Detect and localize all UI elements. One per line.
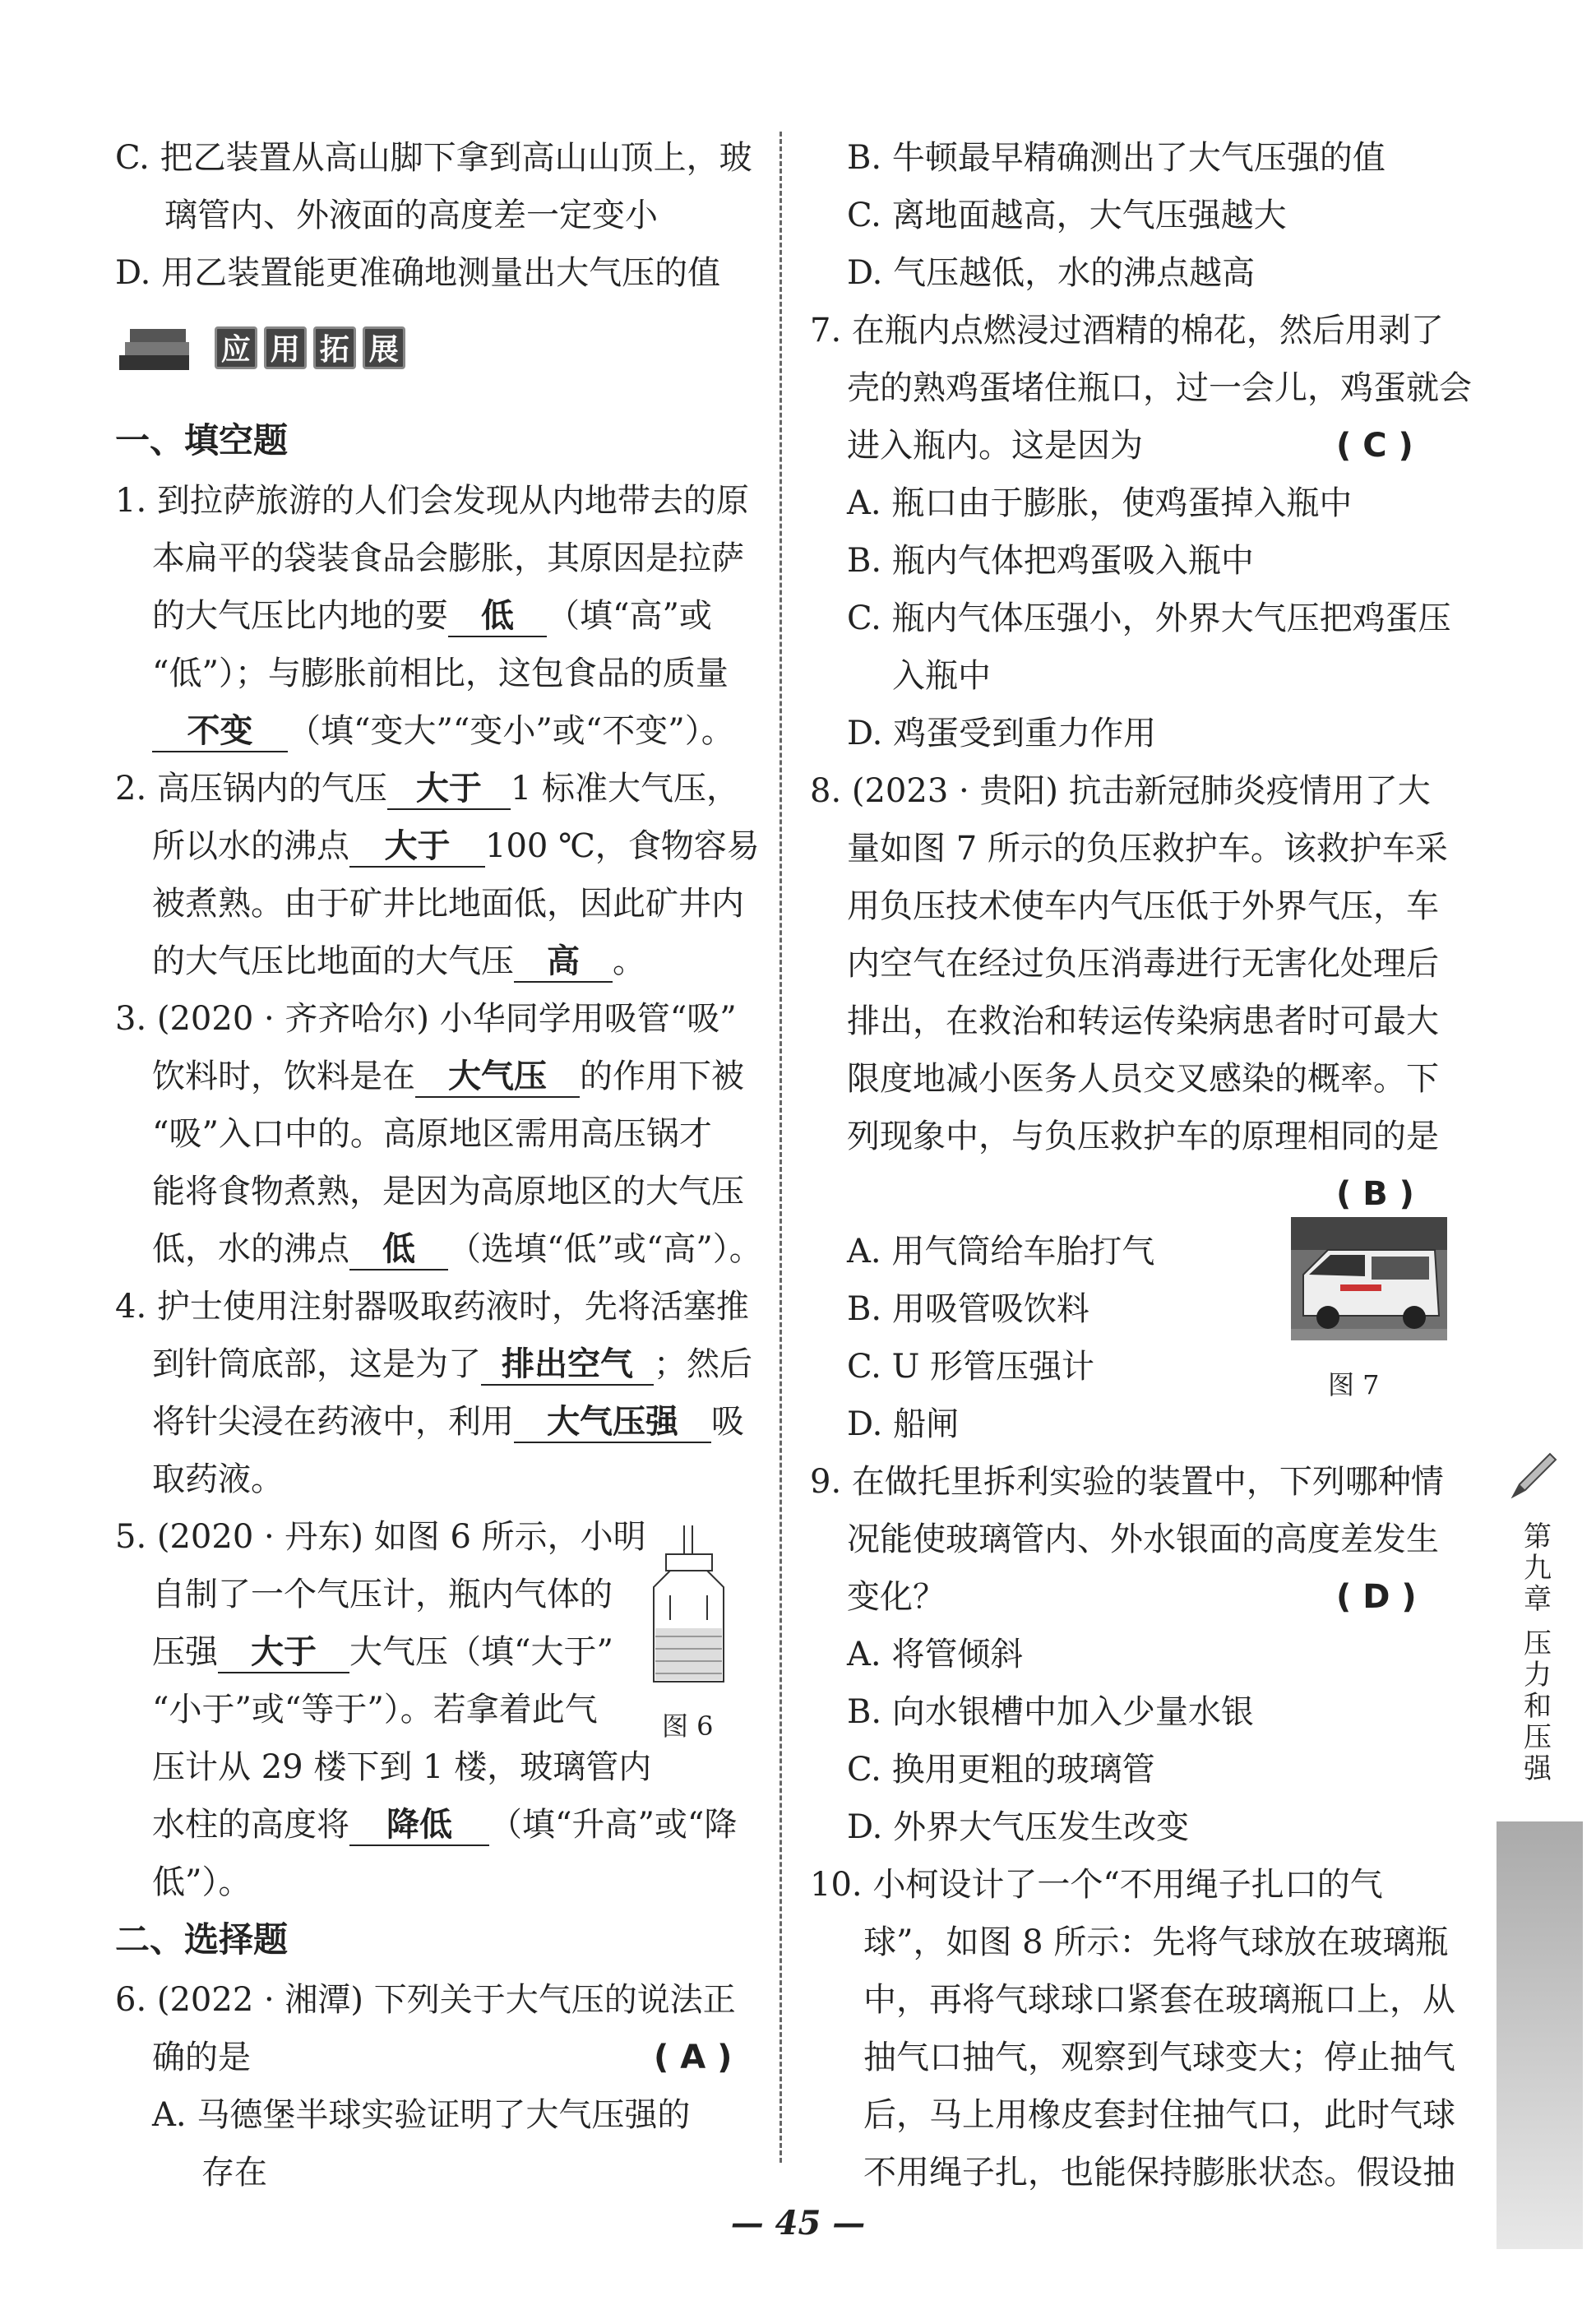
q3-line1: 3. (2020 · 齐齐哈尔) 小华同学用吸管“吸”: [115, 1000, 737, 1038]
barometer-figure: [641, 1525, 740, 1690]
heading-fill-in: 一、填空题: [115, 420, 289, 461]
tag-char-3: 拓: [313, 326, 356, 369]
q9-option-a: A. 将管倾斜: [847, 1636, 1024, 1673]
q7-answer: ( C ): [1336, 427, 1413, 465]
chapter-char-1: 第: [1524, 1520, 1552, 1553]
q7-option-c-line2: 入瓶中: [892, 657, 991, 695]
q4-line1: 4. 护士使用注射器吸取药液时，先将活塞推: [115, 1288, 749, 1326]
q7-option-c-line1: C. 瓶内气体压强小，外界大气压把鸡蛋压: [847, 599, 1451, 637]
q5-line7: 低”）。: [152, 1863, 252, 1901]
q2-line3: 被煮熟。由于矿井比地面低，因此矿井内: [152, 885, 744, 923]
books-icon: [115, 322, 197, 380]
q6-option-a-line2: 存在: [201, 2154, 267, 2192]
q9-option-b: B. 向水银槽中加入少量水银: [847, 1693, 1254, 1731]
title-char-1: 压: [1524, 1627, 1552, 1660]
q6-option-b: B. 牛顿最早精确测出了大气压强的值: [847, 139, 1386, 177]
q1-line4: “低”）；与膨胀前相比，这包食品的质量: [152, 655, 729, 692]
q5-answer-2: 降低: [349, 1805, 489, 1846]
tag-char-1: 应: [215, 326, 257, 369]
q7-option-b: B. 瓶内气体把鸡蛋吸入瓶中: [847, 542, 1254, 580]
q10-line4: 抽气口抽气，观察到气球变大；停止抽气: [863, 2039, 1455, 2076]
chapter-char-2: 九: [1524, 1552, 1552, 1585]
q2-answer-1: 大于: [387, 769, 511, 810]
title-char-5: 强: [1524, 1752, 1552, 1785]
figure-6-caption: 图 6: [662, 1710, 714, 1742]
q6-option-d: D. 气压越低，水的沸点越高: [847, 254, 1256, 292]
q7-line1: 7. 在瓶内点燃浸过酒精的棉花，然后用剥了: [810, 312, 1444, 349]
q2-line1: 2. 高压锅内的气压 大于 1 标准大气压，: [115, 769, 739, 810]
title-char-3: 和: [1524, 1690, 1552, 1723]
q8-option-d: D. 船闸: [847, 1405, 960, 1443]
q8-line4: 内空气在经过负压消毒进行无害化处理后: [847, 945, 1439, 983]
tag-char-4: 展: [363, 326, 405, 369]
q1-line1: 1. 到拉萨旅游的人们会发现从内地带去的原: [115, 482, 749, 520]
side-gray-bar: [1497, 1821, 1583, 2249]
q9-line2: 况能使玻璃管内、外水银面的高度差发生: [847, 1520, 1439, 1558]
q8-line1: 8. (2023 · 贵阳) 抗击新冠肺炎疫情用了大: [810, 772, 1431, 810]
title-char-2: 力: [1524, 1659, 1552, 1692]
q8-line7: 列现象中，与负压救护车的原理相同的是: [847, 1118, 1439, 1155]
q7-line2: 壳的熟鸡蛋堵住瓶口，过一会儿，鸡蛋就会: [847, 369, 1472, 407]
q2-answer-2: 大于: [349, 826, 485, 868]
page-number: — 45 —: [730, 2204, 866, 2243]
q8-option-b: B. 用吸管吸饮料: [847, 1290, 1089, 1328]
title-char-4: 压: [1524, 1721, 1552, 1754]
section-tag-applied: [115, 322, 412, 380]
q2-line4: 的大气压比地面的大气压 高 。: [152, 942, 645, 983]
q5-line3: 压强 大于 大气压（填“大于”: [152, 1632, 613, 1673]
q7-line3: 进入瓶内。这是因为: [847, 427, 1143, 465]
q8-line3: 用负压技术使车内气压低于外界气压，车: [847, 887, 1439, 925]
option-d-line: D. 用乙装置能更准确地测量出大气压的值: [115, 254, 721, 292]
column-divider: [779, 132, 782, 2163]
q2-line2: 所以水的沸点 大于 100 ℃，食物容易: [152, 826, 760, 868]
q1-line5: 不变 （填“变大”“变小”或“不变”）。: [152, 711, 734, 752]
q5-line4: “小于”或“等于”）。若拿着此气: [152, 1691, 598, 1729]
q5-line1: 5. (2020 · 丹东) 如图 6 所示，小明: [115, 1518, 646, 1556]
figure-7-caption: 图 7: [1328, 1369, 1380, 1400]
q9-line1: 9. 在做托里拆利实验的装置中，下列哪种情: [810, 1463, 1444, 1501]
q6-option-a-line1: A. 马德堡半球实验证明了大气压强的: [152, 2096, 691, 2134]
q1-answer-2: 不变: [152, 711, 288, 752]
q4-line4: 取药液。: [152, 1460, 284, 1498]
q8-answer: ( B ): [1336, 1175, 1414, 1213]
q5-answer-1: 大于: [218, 1632, 349, 1673]
q9-line3: 变化？: [847, 1578, 946, 1616]
chapter-char-3: 章: [1524, 1583, 1552, 1616]
q5-line2: 自制了一个气压计，瓶内气体的: [152, 1576, 613, 1613]
q8-line6: 限度地减小医务人员交叉感染的概率。下: [847, 1060, 1439, 1098]
q6-line2: 确的是: [152, 2039, 251, 2076]
q6-line1: 6. (2022 · 湘潭) 下列关于大气压的说法正: [115, 1981, 736, 2019]
q3-answer-1: 大气压: [415, 1057, 580, 1098]
q4-line2: 到针筒底部，这是为了 排出空气 ；然后: [152, 1345, 752, 1386]
q8-option-c: C. U 形管压强计: [847, 1348, 1095, 1386]
heading-choice: 二、选择题: [115, 1919, 289, 1960]
q1-line3: 的大气压比内地的要 低 （填“高”或: [152, 596, 712, 637]
q8-line2: 量如图 7 所示的负压救护车。该救护车采: [847, 830, 1448, 868]
q4-answer-2: 大气压强: [514, 1402, 711, 1443]
q3-line5: 低，水的沸点 低 （选填“低”或“高”）。: [152, 1229, 762, 1271]
q3-line4: 能将食物煮熟，是因为高原地区的大气压: [152, 1173, 744, 1210]
q9-option-d: D. 外界大气压发生改变: [847, 1808, 1190, 1846]
q1-answer-1: 低: [448, 596, 547, 637]
q1-line2: 本扁平的袋装食品会膨胀，其原因是拉萨: [152, 539, 744, 577]
q4-line3: 将针尖浸在药液中，利用 大气压强 吸: [152, 1402, 744, 1443]
q3-answer-2: 低: [349, 1229, 448, 1271]
q3-line2: 饮料时，饮料是在 大气压 的作用下被: [152, 1057, 744, 1098]
q4-answer-1: 排出空气: [481, 1345, 654, 1386]
q5-line6: 水柱的高度将 降低 （填“升高”或“降: [152, 1805, 737, 1846]
q5-line5: 压计从 29 楼下到 1 楼，玻璃管内: [152, 1748, 652, 1786]
q10-line2: 球”，如图 8 所示：先将气球放在玻璃瓶: [863, 1923, 1449, 1961]
q7-option-d: D. 鸡蛋受到重力作用: [847, 715, 1157, 752]
q6-answer: ( A ): [654, 2039, 733, 2076]
q6-option-c: C. 离地面越高，大气压强越大: [847, 197, 1287, 234]
q10-line5: 后，马上用橡皮套封住抽气口，此时气球: [863, 2096, 1455, 2134]
q7-option-a: A. 瓶口由于膨胀，使鸡蛋掉入瓶中: [847, 484, 1353, 522]
option-c-line2: 璃管内、外液面的高度差一定变小: [164, 197, 658, 234]
q3-line3: “吸”入口中的。高原地区需用高压锅才: [152, 1115, 712, 1153]
q10-line3: 中，再将气球球口紧套在玻璃瓶口上，从: [863, 1981, 1455, 2019]
q9-answer: ( D ): [1336, 1578, 1417, 1616]
q8-line5: 排出，在救治和转运传染病患者时可最大: [847, 1002, 1439, 1040]
q10-line6: 不用绳子扎，也能保持膨胀状态。假设抽: [863, 2154, 1455, 2192]
q2-answer-3: 高: [514, 942, 613, 983]
q8-option-a: A. 用气筒给车胎打气: [847, 1233, 1155, 1271]
option-c-line1: C. 把乙装置从高山脚下拿到高山山顶上，玻: [115, 139, 752, 177]
ambulance-photo: [1291, 1217, 1447, 1340]
tag-char-2: 用: [264, 326, 307, 369]
q10-line1: 10. 小柯设计了一个“不用绳子扎口的气: [810, 1866, 1383, 1904]
q9-option-c: C. 换用更粗的玻璃管: [847, 1751, 1155, 1789]
